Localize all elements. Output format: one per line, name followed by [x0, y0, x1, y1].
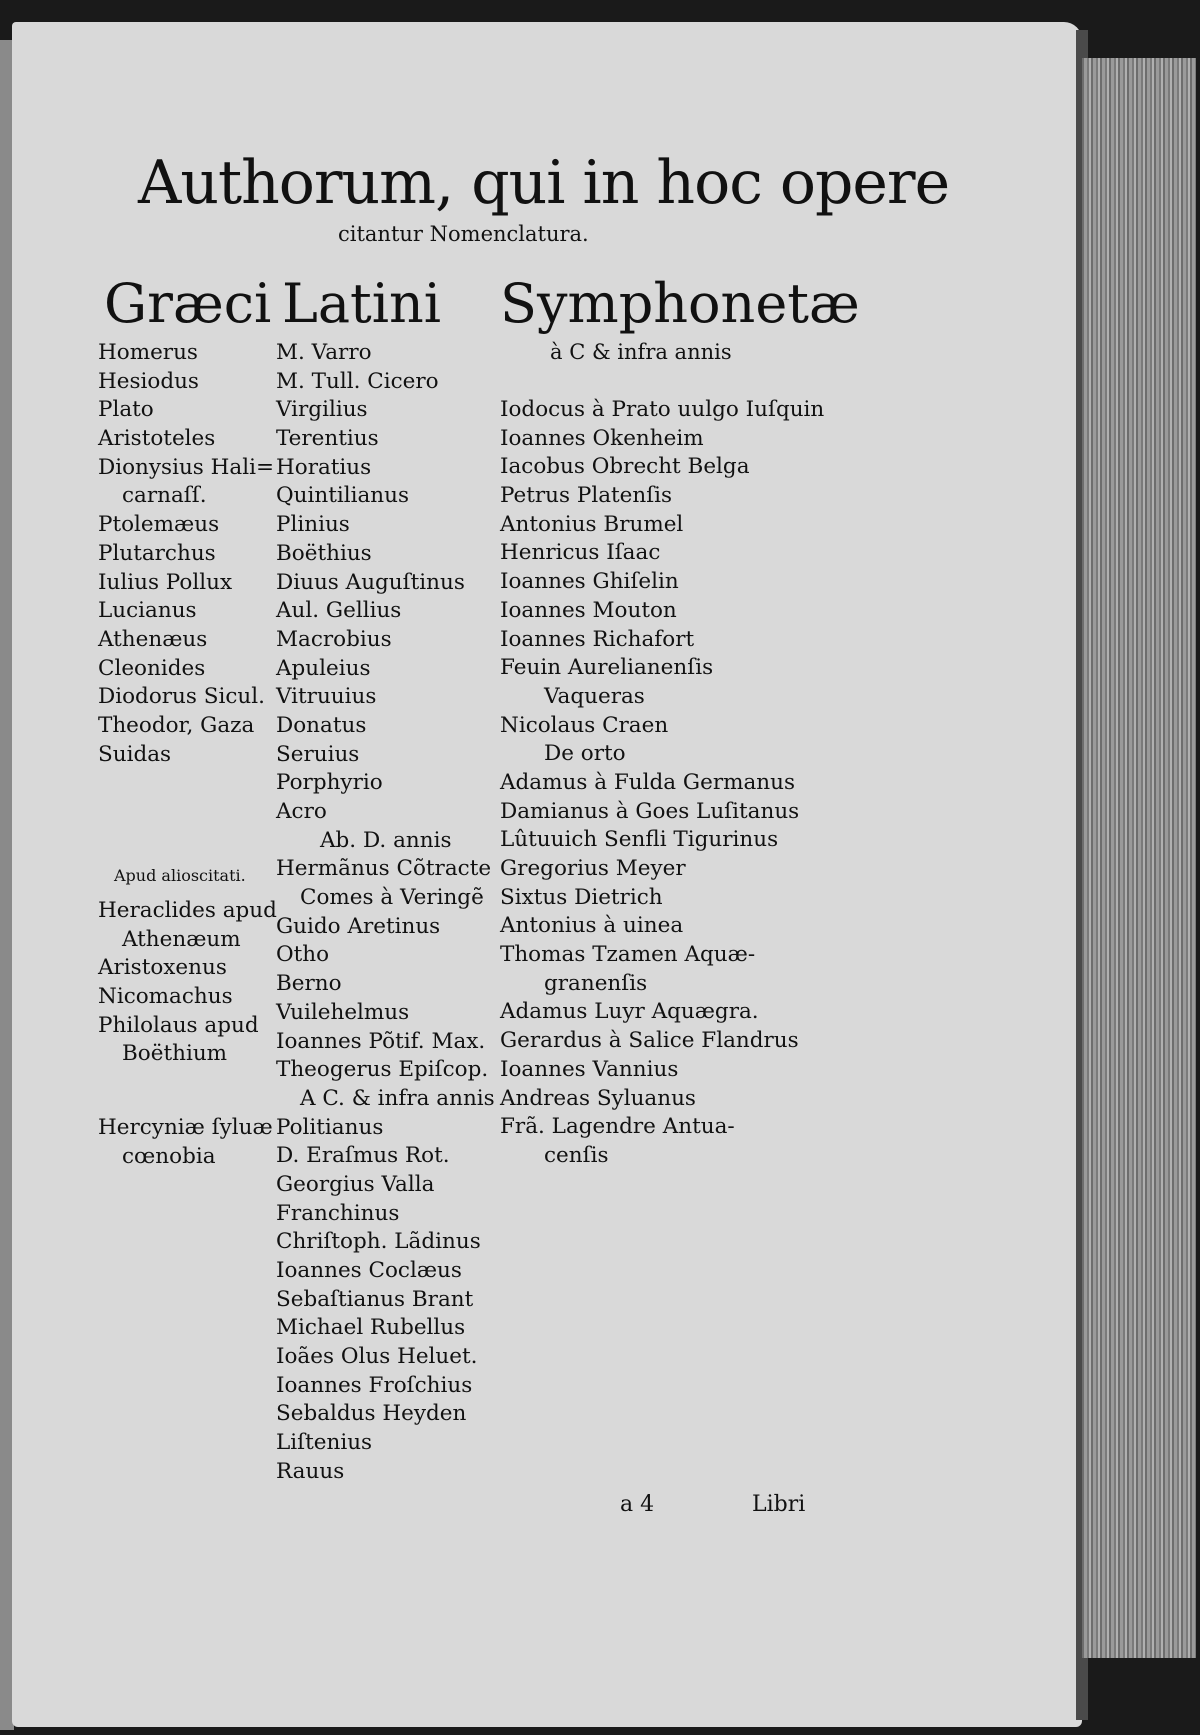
- latini-list: [276, 339, 495, 1487]
- list-item: Ioannes Vannius: [500, 1056, 679, 1082]
- list-item: Diuus Auguſtinus: [276, 569, 465, 595]
- list-item: Virgilius: [276, 397, 368, 423]
- list-item: Iacobus Obrecht Belga: [500, 454, 750, 480]
- list-item: Adamus à Fulda Germanus: [500, 769, 796, 795]
- list-item: Antonius à uinea: [500, 913, 684, 939]
- list-item: Sixtus Dietrich: [500, 884, 663, 910]
- list-item: Ioannes Richafort: [500, 626, 695, 652]
- list-item: Ab. D. annis: [320, 827, 452, 853]
- list-item: Plinius: [276, 512, 350, 538]
- list-item: Vuilehelmus: [276, 999, 410, 1025]
- list-item: Henricus Iſaac: [500, 540, 661, 566]
- list-item: Berno: [276, 971, 342, 997]
- list-item: Aul. Gellius: [276, 598, 402, 624]
- hercyniae-list: [98, 1114, 273, 1171]
- list-item: Aristoteles: [98, 426, 216, 452]
- list-item: Boëthius: [276, 540, 372, 566]
- list-item: Georgius Valla: [276, 1171, 435, 1197]
- list-item: Ioannes Mouton: [500, 597, 677, 623]
- list-item: Antonius Brumel: [500, 511, 684, 537]
- list-item: Gregorius Meyer: [500, 856, 686, 881]
- list-item: Guido Aretinus: [276, 913, 441, 939]
- heading-latini: Latini: [282, 272, 442, 335]
- list-item: Acro: [276, 799, 327, 824]
- page-subtitle: citantur Nomenclatura.: [338, 222, 589, 246]
- list-item: Damianus à Goes Luſitanus: [500, 798, 800, 824]
- list-item: Lûtuuich Senfli Tigurinus: [500, 827, 779, 853]
- list-item: Plato: [98, 397, 154, 423]
- list-item: Otho: [276, 942, 330, 968]
- list-item: Cleonides: [98, 655, 206, 681]
- list-item: Adamus Luyr Aquægra.: [500, 999, 759, 1025]
- list-item: Ioães Olus Heluet.: [276, 1344, 478, 1370]
- list-item: Aristoxenus: [98, 955, 227, 981]
- catchword: Libri: [752, 1492, 806, 1517]
- list-item: Vaqueras: [544, 683, 645, 709]
- apud-heading: Apud alioscitati.: [114, 866, 246, 885]
- list-item: Sebaſtianus Brant: [276, 1286, 474, 1312]
- symphonetae-list: [500, 396, 824, 1171]
- list-item: Theodor, Gaza: [98, 712, 255, 738]
- list-item: Athenæum: [122, 926, 241, 952]
- list-item: Ioannes Ghiſelin: [500, 569, 679, 595]
- list-item: Ptolemæus: [98, 512, 220, 538]
- list-item: Ioannes Okenheim: [500, 425, 704, 451]
- heading-symphonetae: Symphonetæ: [500, 272, 860, 335]
- list-item: Nicomachus: [98, 984, 233, 1010]
- list-item: Lucianus: [98, 598, 197, 624]
- list-item: Liſtenius: [276, 1430, 373, 1456]
- apud-list: [98, 897, 277, 1069]
- list-item: granenſis: [544, 970, 648, 996]
- list-item: D. Eraſmus Rot.: [276, 1143, 450, 1169]
- list-item: Feuin Aurelianenſis: [500, 655, 714, 681]
- list-item: Sebaldus Heyden: [276, 1401, 467, 1427]
- list-item: Thomas Tzamen Aquæ-: [500, 942, 756, 968]
- list-item: Hesiodus: [98, 368, 199, 394]
- list-item: Gerardus à Salice Flandrus: [500, 1028, 799, 1054]
- list-item: carnaſſ.: [122, 483, 207, 509]
- signature-mark: a 4: [620, 1492, 655, 1517]
- list-item: Franchinus: [276, 1200, 400, 1226]
- list-item: Porphyrio: [276, 770, 383, 796]
- list-item: cœnobia: [122, 1143, 216, 1169]
- list-item: Donatus: [276, 712, 367, 738]
- list-item: Diodorus Sicul.: [98, 684, 265, 710]
- list-item: Macrobius: [276, 626, 392, 652]
- list-item: Athenæus: [98, 626, 208, 652]
- list-item: Apuleius: [276, 655, 371, 681]
- list-item: Andreas Syluanus: [500, 1085, 696, 1111]
- list-item: M. Varro: [276, 340, 372, 365]
- list-item: Rauus: [276, 1458, 345, 1484]
- symphonetae-subheading: à C & infra annis: [550, 340, 732, 364]
- list-item: De orto: [544, 741, 626, 767]
- list-item: Michael Rubellus: [276, 1315, 466, 1341]
- list-item: Theogerus Epiſcop.: [276, 1057, 489, 1083]
- list-item: Dionysius Hali=: [98, 454, 275, 480]
- list-item: Terentius: [276, 426, 379, 452]
- list-item: Suidas: [98, 741, 172, 767]
- list-item: Chriſtoph. Lãdinus: [276, 1229, 481, 1255]
- list-item: Frã. Lagendre Antua-: [500, 1114, 735, 1140]
- list-item: Boëthium: [122, 1041, 228, 1067]
- list-item: Homerus: [98, 340, 198, 365]
- list-item: Ioannes Põtif. Max.: [276, 1028, 486, 1054]
- list-item: Ioannes Froſchius: [276, 1372, 473, 1398]
- list-item: Quintilianus: [276, 483, 410, 509]
- list-item: Politianus: [276, 1114, 384, 1140]
- list-item: Horatius: [276, 454, 372, 480]
- list-item: Vitruuius: [276, 684, 377, 710]
- list-item: Heraclides apud: [98, 898, 277, 923]
- page-fore-edge: [1082, 58, 1196, 1658]
- list-item: Hermãnus Cõtracte: [276, 856, 492, 882]
- heading-graeci: Græci: [104, 272, 272, 335]
- list-item: Ioannes Coclæus: [276, 1258, 462, 1283]
- page-title: Authorum, qui in hoc opere: [138, 148, 950, 218]
- list-item: Hercyniæ ſyluæ: [98, 1115, 273, 1140]
- list-item: Philolaus apud: [98, 1012, 259, 1038]
- list-item: Iulius Pollux: [98, 569, 233, 595]
- list-item: Comes à Veringẽ: [300, 885, 484, 911]
- list-item: Plutarchus: [98, 540, 216, 566]
- list-item: A C. & infra annis: [300, 1085, 495, 1111]
- graeci-list: [98, 339, 274, 769]
- list-item: Iodocus à Prato uulgo Iuſquin: [500, 397, 825, 422]
- list-item: cenſis: [544, 1142, 609, 1168]
- list-item: Seruius: [276, 741, 360, 767]
- list-item: Nicolaus Craen: [500, 712, 669, 738]
- list-item: M. Tull. Cicero: [276, 368, 439, 394]
- list-item: Petrus Platenſis: [500, 483, 673, 509]
